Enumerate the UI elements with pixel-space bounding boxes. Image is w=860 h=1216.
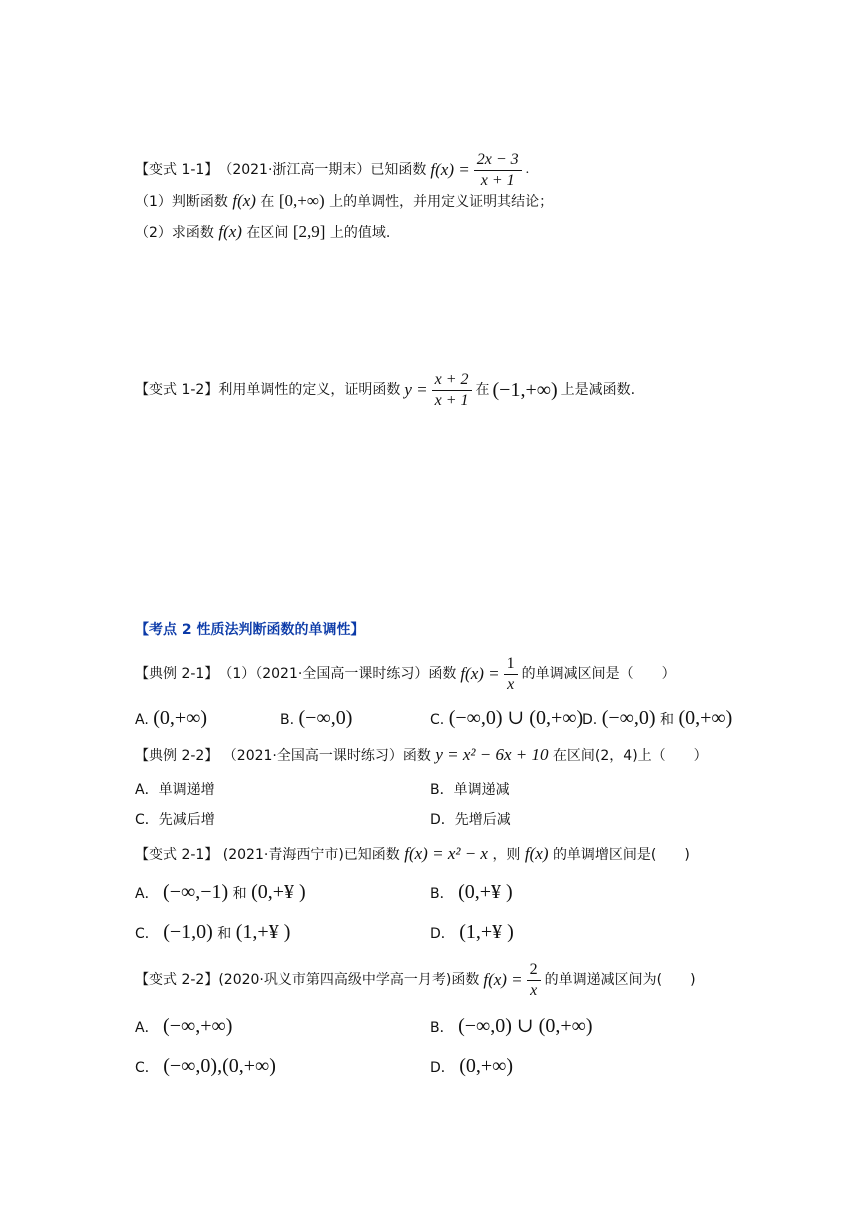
interval: (−1,+∞) (492, 379, 558, 401)
equation: y = x² − 6x + 10 (435, 745, 549, 764)
option-b-label: B. (280, 712, 295, 728)
section-heading: 【考点 2 性质法判断函数的单调性】 (135, 622, 365, 638)
variant-1-1-source: （2021·浙江高一期末）已知函数 (218, 162, 427, 178)
variant-1-2-text: 利用单调性的定义，证明函数 (218, 382, 401, 398)
function-name: f(x) = (483, 970, 523, 989)
function-name: y = (404, 380, 428, 399)
option-d (582, 708, 732, 730)
function-name: f(x) (232, 191, 256, 210)
option-d-value-1: (−∞,0) (601, 707, 656, 729)
variant-1-2-tag: 【变式 1-2】 (135, 382, 219, 398)
option-c (135, 922, 290, 944)
fraction (504, 654, 518, 695)
option-b: B．单调递减 (430, 782, 510, 798)
question-2-connector: 在区间 (246, 225, 289, 241)
option-d-and: 和 (660, 712, 674, 728)
option-d: D．先增后减 (430, 812, 511, 828)
variant-1-2-suffix: 上是减函数. (560, 382, 636, 398)
variant-2-1-line (135, 844, 690, 865)
option-d-value: (1,+¥ ) (459, 921, 514, 943)
option-b (280, 708, 352, 730)
option-b-value: (0,+¥ ) (458, 881, 513, 903)
example-2-2-source: （2021·全国高一课时练习）函数 (222, 748, 431, 764)
option-b-label: B． (430, 1020, 454, 1036)
option-c-value: (−∞,0) ∪ (0,+∞) (448, 707, 584, 729)
variant-2-2-tag: 【变式 2-2】 (135, 972, 219, 988)
question-1-prefix: （1）判断函数 (135, 194, 228, 210)
option-a-value: (0,+∞) (153, 707, 208, 729)
option-d-value: (0,+∞) (459, 1055, 514, 1077)
fraction-numerator: 2x − 3 (474, 150, 522, 171)
variant-2-1-connector: ，则 (492, 847, 521, 863)
option-c-value-2: (1,+¥ ) (235, 921, 291, 943)
option-a-and: 和 (232, 886, 247, 902)
option-c (430, 708, 583, 730)
fraction-denominator: x (530, 981, 538, 999)
question-1-line (135, 191, 553, 212)
fraction-numerator: 2 (527, 960, 541, 981)
option-b (430, 1016, 593, 1038)
option-c-label: C． (135, 1060, 159, 1076)
option-a-label: A． (135, 1020, 159, 1036)
period: . (525, 162, 530, 177)
fraction-denominator: x + 1 (434, 391, 469, 409)
option-a: A．单调递增 (135, 782, 215, 798)
option-a-value: (−∞,+∞) (163, 1015, 233, 1037)
variant-2-2-source: (2020·巩义市第四高级中学高一月考)函数 (218, 972, 480, 988)
fraction (432, 370, 472, 411)
option-c-value: (−∞,0),(0,+∞) (163, 1055, 276, 1077)
variant-2-2-question: 的单调递减区间为( ) (544, 972, 696, 988)
connector: 在 (475, 382, 490, 398)
option-b-value: (−∞,0) (298, 707, 353, 729)
fraction (474, 150, 522, 191)
option-c (135, 1056, 276, 1078)
example-2-2-tag: 【典例 2-2】 (135, 748, 219, 764)
option-d-label: D． (430, 1060, 455, 1076)
option-a (135, 1016, 232, 1038)
question-1-connector: 在 (260, 194, 275, 210)
function-name: f(x) (218, 222, 242, 241)
variant-1-1-line (135, 148, 529, 192)
option-d (430, 922, 514, 944)
fraction-denominator: x + 1 (480, 171, 515, 189)
option-b-value: (−∞,0) ∪ (0,+∞) (458, 1015, 593, 1037)
option-a (135, 708, 207, 730)
interval: [0,+∞) (278, 191, 325, 210)
option-c-label: C. (430, 712, 445, 728)
option-c-label: C． (135, 926, 159, 942)
example-2-1-line (135, 652, 676, 696)
option-d-label: D． (430, 926, 455, 942)
question-1-suffix: 上的单调性，并用定义证明其结论； (329, 194, 554, 210)
option-a (135, 882, 306, 904)
variant-2-2-line (135, 958, 696, 1002)
option-a-label: A． (135, 886, 159, 902)
interval: [2,9] (292, 222, 326, 241)
option-c: C．先减后增 (135, 812, 215, 828)
option-d (430, 1056, 513, 1078)
option-a-value-1: (−∞,−1) (163, 881, 229, 903)
variant-2-1-source: (2021·青海西宁市)已知函数 (222, 847, 400, 863)
equation: f(x) = x² − x (404, 844, 488, 863)
function-name: f(x) (524, 844, 549, 863)
option-b (430, 882, 513, 904)
example-2-1-tag: 【典例 2-1】 (135, 666, 219, 682)
variant-1-1-tag: 【变式 1-1】 (135, 162, 219, 178)
question-2-line (135, 222, 390, 243)
example-2-2-question: 在区间(2，4)上（ ） (552, 748, 708, 764)
question-2-prefix: （2）求函数 (135, 225, 214, 241)
option-c-value-1: (−1,0) (163, 921, 213, 943)
variant-1-2-line (135, 368, 635, 412)
function-name: f(x) = (460, 664, 500, 683)
option-a-value-2: (0,+¥ ) (251, 881, 306, 903)
question-2-suffix: 上的值域. (329, 225, 391, 241)
function-name: f(x) = (430, 160, 470, 179)
option-d-value-2: (0,+∞) (678, 707, 733, 729)
example-2-1-source: （1）（2021·全国高一课时练习）函数 (218, 666, 457, 682)
example-2-2-line (135, 745, 708, 766)
example-2-1-question: 的单调减区间是（ ） (521, 666, 676, 682)
fraction (527, 960, 541, 1001)
variant-2-1-tag: 【变式 2-1】 (135, 847, 219, 863)
option-a-label: A. (135, 712, 149, 728)
fraction-numerator: x + 2 (432, 370, 472, 391)
fraction-denominator: x (507, 675, 515, 693)
option-b-label: B． (430, 886, 454, 902)
option-c-and: 和 (217, 926, 232, 942)
fraction-numerator: 1 (504, 654, 518, 675)
option-d-label: D. (582, 712, 598, 728)
variant-2-1-question: 的单调增区间是( ) (552, 847, 690, 863)
